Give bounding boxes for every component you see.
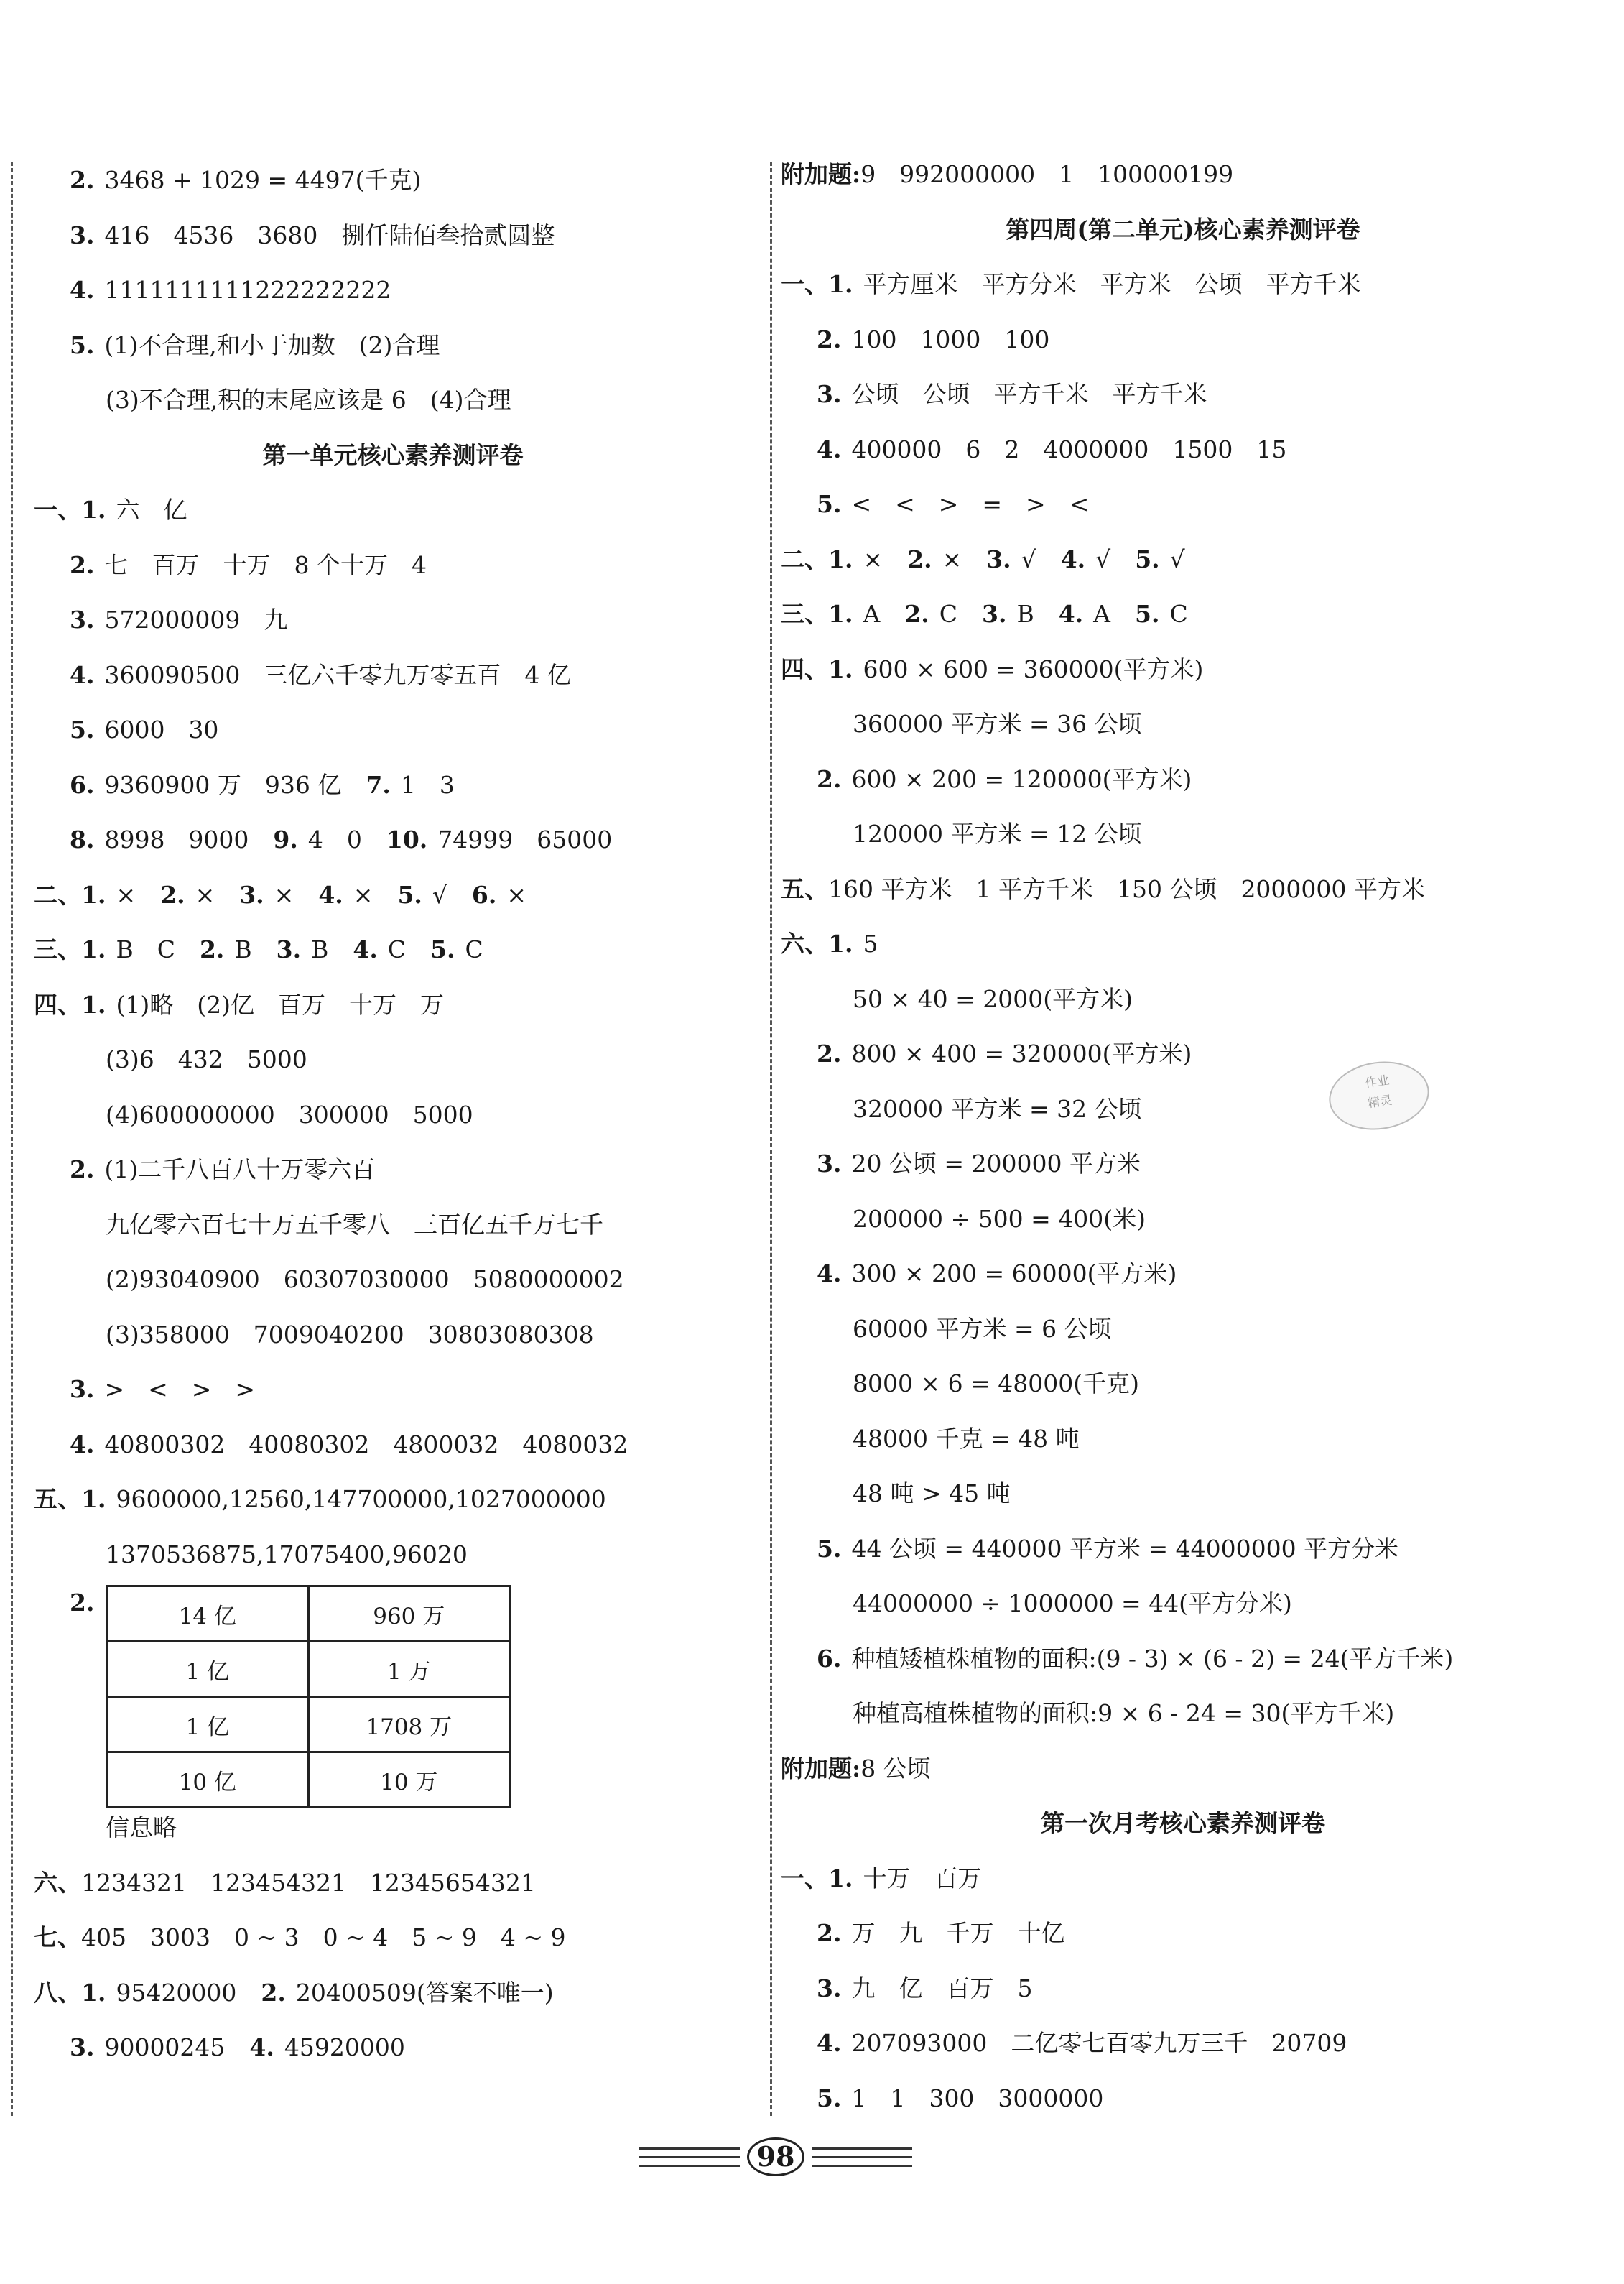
- answer-line: 3. > < > >: [70, 1375, 256, 1403]
- answer-line: (2)93040900 60307030000 5080000002: [106, 1265, 624, 1293]
- answer-line: 6. 种植矮植株植物的面积:(9 - 3) × (6 - 2) = 24(平方千米): [817, 1644, 1454, 1673]
- ornament-rule: [812, 2156, 912, 2158]
- answer-line: 48 吨 > 45 吨: [853, 1479, 1011, 1507]
- table-row: [107, 1586, 510, 1642]
- answer-line: 五、1. 9600000,12560,147700000,1027000000: [34, 1485, 606, 1513]
- page-number: 98: [747, 2137, 804, 2176]
- answer-line: 2. 3468 + 1029 = 4497(千克): [70, 166, 422, 194]
- table-row: [107, 1697, 510, 1752]
- answer-line: 4. 1111111111222222222: [70, 276, 391, 304]
- answer-line: 5. 1 1 300 3000000: [817, 2084, 1104, 2112]
- ornament-rule: [639, 2156, 740, 2158]
- table-cell: 10 万: [308, 1752, 510, 1808]
- column-divider-left: [11, 162, 13, 2116]
- answer-line: 六、1234321 123454321 12345654321: [34, 1868, 536, 1897]
- answer-line: 3. 90000245 4. 45920000: [70, 2033, 405, 2061]
- table-cell: 1 亿: [107, 1697, 309, 1752]
- ornament-rule: [639, 2165, 740, 2167]
- answer-line: 48000 千克 = 48 吨: [853, 1424, 1080, 1453]
- answer-line: 4. 400000 6 2 4000000 1500 15: [817, 435, 1287, 463]
- answer-line: 4. 300 × 200 = 60000(平方米): [817, 1259, 1177, 1287]
- answer-line: 60000 平方米 = 6 公顷: [853, 1314, 1112, 1343]
- answer-line: 四、1. 600 × 600 = 360000(平方米): [781, 655, 1204, 683]
- answer-line: 50 × 40 = 2000(平方米): [853, 984, 1133, 1013]
- answer-line: 3. 416 4536 3680 捌仟陆佰叁拾贰圆整: [70, 221, 555, 249]
- answer-line: 5. < < > = > <: [817, 490, 1090, 518]
- answer-line: 4. 207093000 二亿零七百零九万三千 20709: [817, 2029, 1347, 2057]
- answer-table: [106, 1585, 511, 1808]
- answer-line: 3. 572000009 九: [70, 606, 288, 634]
- table-cell: 1708 万: [308, 1697, 510, 1752]
- answer-line: 4. 40800302 40080302 4800032 4080032: [70, 1430, 628, 1458]
- table-cell: 10 亿: [107, 1752, 309, 1808]
- answer-line: 2. 100 1000 100: [817, 325, 1050, 353]
- answer-line: 6. 9360900 万 936 亿 7. 1 3: [70, 770, 455, 799]
- answer-line: 2. 600 × 200 = 120000(平方米): [817, 764, 1192, 793]
- ornament-rule: [639, 2147, 740, 2150]
- answer-line: 四、1. (1)略 (2)亿 百万 十万 万: [34, 990, 444, 1019]
- answer-line: 5. 44 公顷 = 440000 平方米 = 44000000 平方分米: [817, 1534, 1399, 1563]
- answer-line: 一、1. 平方厘米 平方分米 平方米 公顷 平方千米: [781, 270, 1361, 298]
- answer-line: 44000000 ÷ 1000000 = 44(平方分米): [853, 1589, 1292, 1617]
- answer-line: 120000 平方米 = 12 公顷: [853, 820, 1142, 848]
- page-number-ornament: [625, 2137, 927, 2181]
- answer-table-block: 2. 14 亿 960 万 1 亿 1 万 1 亿 1708 万 10 亿 10 万: [34, 1585, 752, 1800]
- answer-line: (3)6 432 5000: [106, 1045, 307, 1073]
- answer-line: 3. 九 亿 百万 5: [817, 1974, 1033, 2002]
- answer-line: (4)600000000 300000 5000: [106, 1100, 473, 1129]
- answer-line: 8. 8998 9000 9. 4 0 10. 74999 65000: [70, 826, 613, 854]
- answer-line: 二、1. × 2. × 3. × 4. × 5. √ 6. ×: [34, 880, 527, 909]
- answer-line: 2. 七 百万 十万 8 个十万 4: [70, 550, 427, 579]
- ornament-rule: [812, 2165, 912, 2167]
- section-heading-week4: 第四周(第二单元)核心素养测评卷: [1006, 215, 1360, 244]
- answer-line: 七、405 3003 0 ~ 3 0 ~ 4 5 ~ 9 4 ~ 9: [34, 1923, 566, 1951]
- answer-line: 三、1. A 2. C 3. B 4. A 5. C: [781, 600, 1188, 628]
- answer-line: 二、1. × 2. × 3. √ 4. √ 5. √: [781, 545, 1185, 573]
- section-heading-unit1: 第一单元核心素养测评卷: [262, 440, 524, 469]
- answer-line: (3)358000 7009040200 30803080308: [106, 1320, 594, 1349]
- left-column: [34, 153, 752, 2076]
- answer-line: (3)不合理,积的末尾应该是 6 (4)合理: [106, 386, 511, 414]
- ornament-rule: [812, 2147, 912, 2150]
- right-column: [781, 147, 1585, 2126]
- table-cell: 1 万: [308, 1642, 510, 1697]
- section-heading-exam1: 第一次月考核心素养测评卷: [1041, 1809, 1325, 1837]
- answer-line: 1370536875,17075400,96020: [106, 1540, 468, 1568]
- answer-line: 320000 平方米 = 32 公顷: [853, 1094, 1142, 1123]
- answer-line: 2. 800 × 400 = 320000(平方米): [817, 1040, 1192, 1068]
- answer-line: 8000 × 6 = 48000(千克): [853, 1369, 1139, 1397]
- answer-line: 3. 公顷 公顷 平方千米 平方千米: [817, 380, 1207, 408]
- table-cell: 1 亿: [107, 1642, 309, 1697]
- answer-line: 200000 ÷ 500 = 400(米): [853, 1204, 1146, 1233]
- answer-line: 3. 20 公顷 = 200000 平方米: [817, 1150, 1141, 1178]
- answer-line: 360000 平方米 = 36 公顷: [853, 710, 1142, 738]
- answer-line: 九亿零六百七十万五千零八 三百亿五千万七千: [106, 1210, 603, 1239]
- table-cell: 14 亿: [107, 1586, 309, 1642]
- watermark-stamp: 作业 精灵: [1324, 1055, 1434, 1137]
- answer-line: 信息略: [106, 1813, 177, 1841]
- answer-line: 三、1. B C 2. B 3. B 4. C 5. C: [34, 935, 483, 963]
- answer-line: 2. (1)二千八百八十万零六百: [70, 1155, 376, 1183]
- table-row: [107, 1642, 510, 1697]
- answer-line: 附加题:9 992000000 1 100000199: [781, 160, 1234, 188]
- answer-line: 一、1. 十万 百万: [781, 1864, 982, 1892]
- answer-line: 八、1. 95420000 2. 20400509(答案不唯一): [34, 1978, 554, 2007]
- table-row: [107, 1752, 510, 1808]
- answer-line: 种植高植株植物的面积:9 × 6 - 24 = 30(平方千米): [853, 1699, 1395, 1727]
- answer-line: 5. 6000 30: [70, 716, 219, 744]
- answer-line: 2. 万 九 千万 十亿: [817, 1919, 1065, 1947]
- answer-line: 附加题:8 公顷: [781, 1754, 931, 1783]
- column-divider-center: [770, 162, 772, 2116]
- answer-line: 五、160 平方米 1 平方千米 150 公顷 2000000 平方米: [781, 874, 1425, 903]
- answer-line: 一、1. 六 亿: [34, 496, 187, 524]
- answer-line: 4. 360090500 三亿六千零九万零五百 4 亿: [70, 660, 571, 689]
- table-cell: 960 万: [308, 1586, 510, 1642]
- answer-line: 六、1. 5: [781, 930, 878, 958]
- answer-line: 5. (1)不合理,和小于加数 (2)合理: [70, 330, 440, 359]
